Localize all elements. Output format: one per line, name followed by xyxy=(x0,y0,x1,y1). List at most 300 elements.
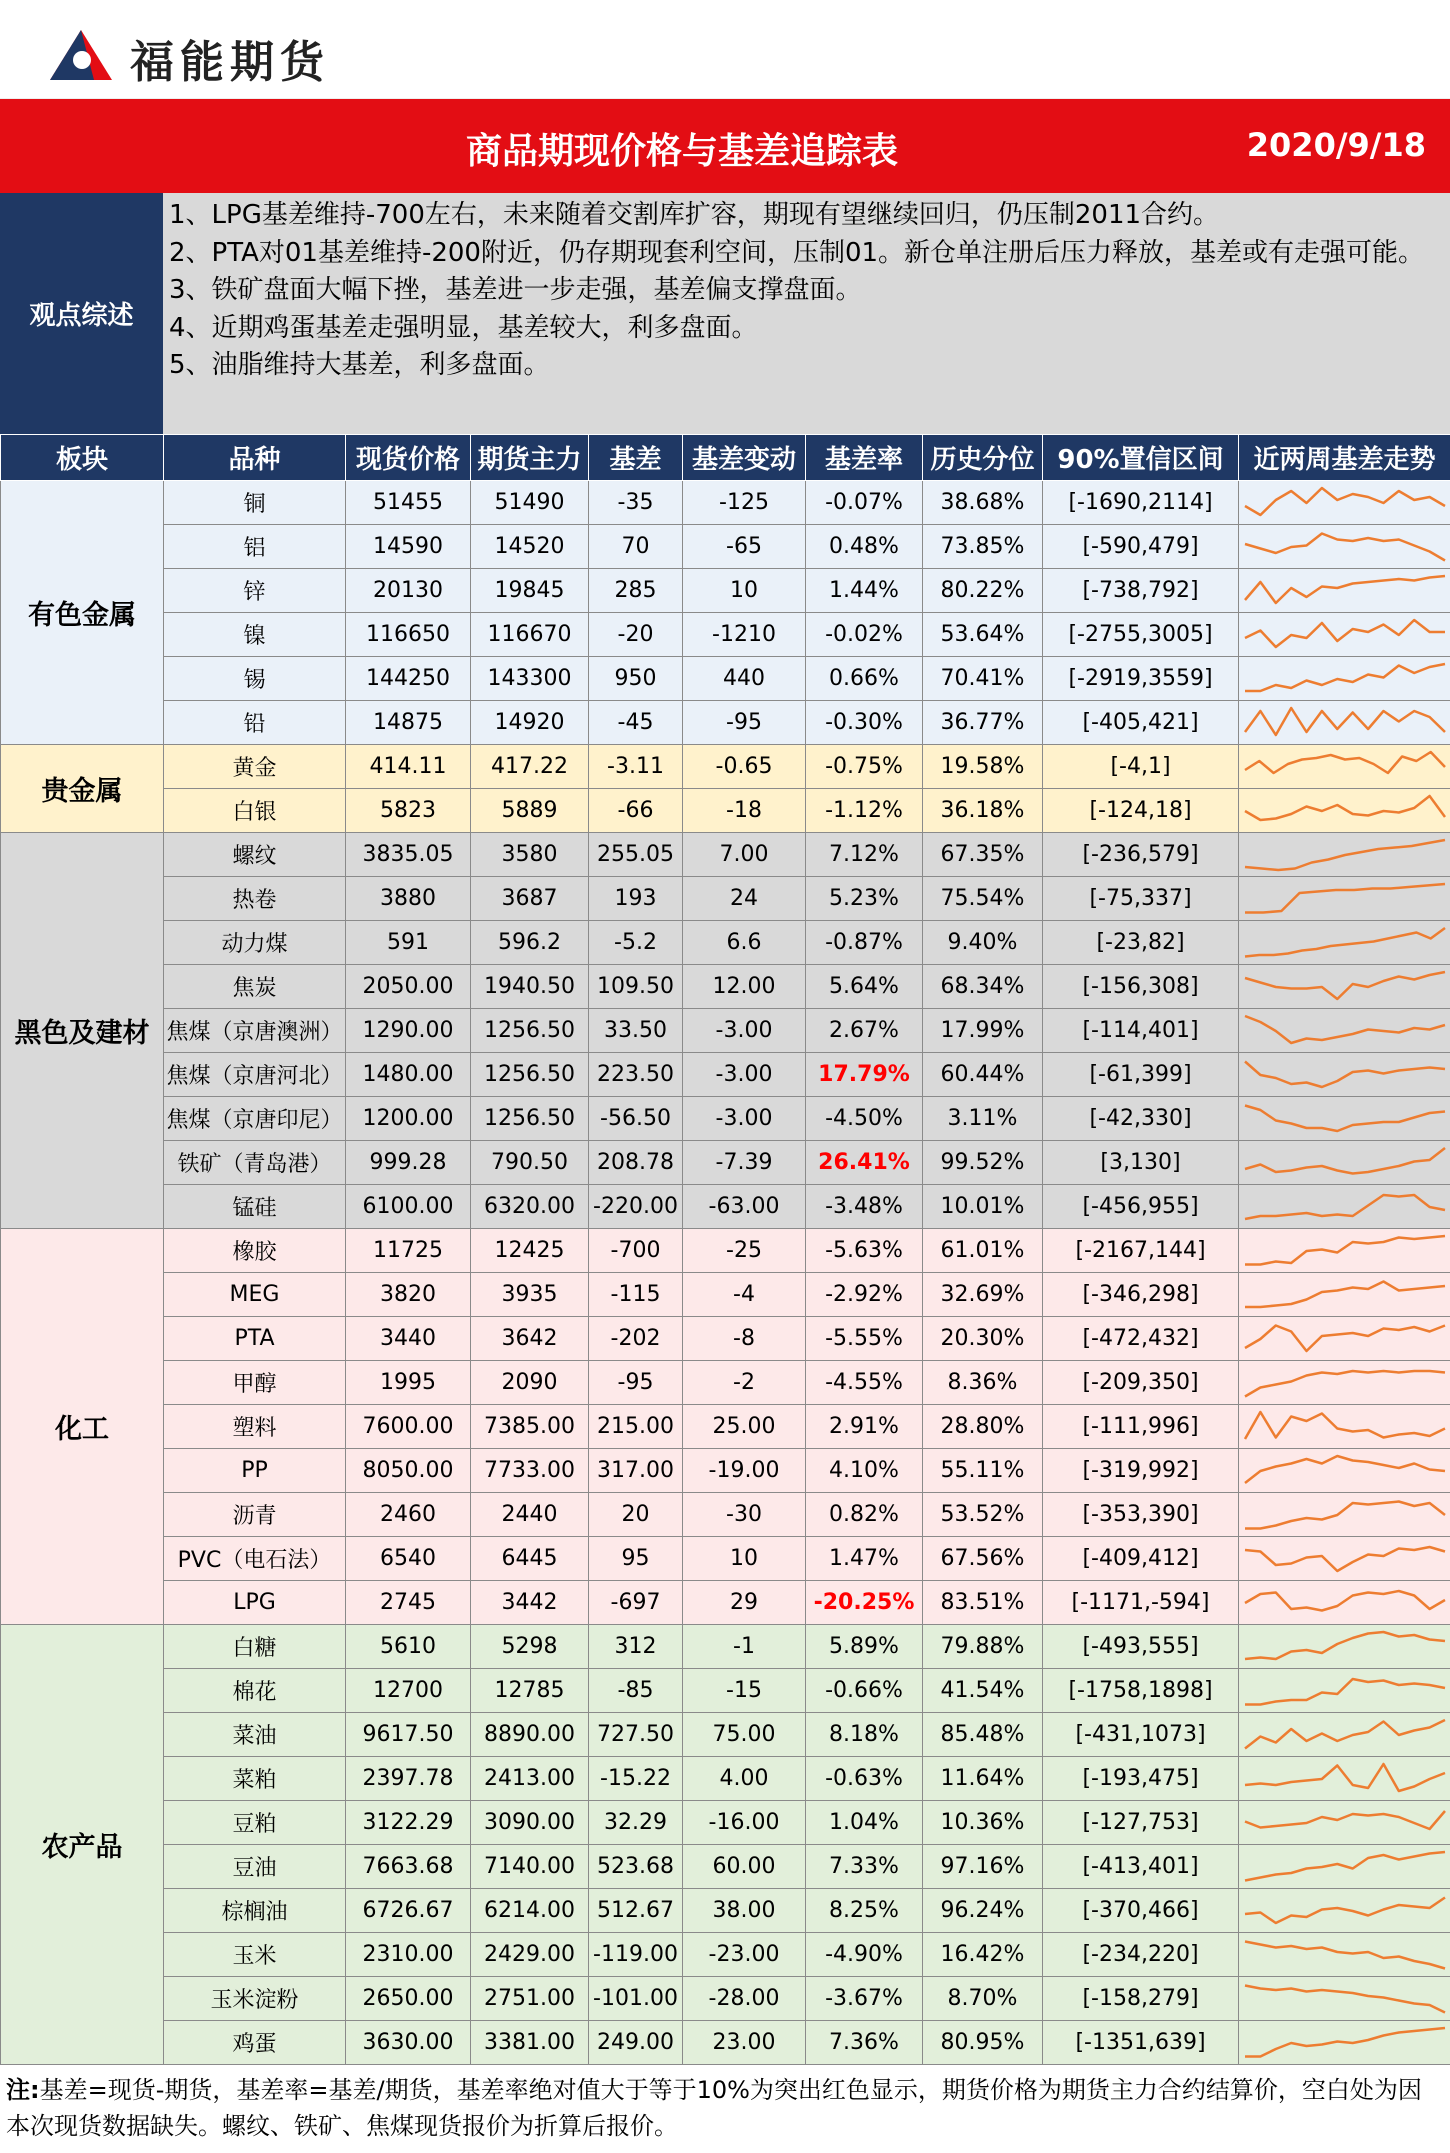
spot-price-cell: 8050.00 xyxy=(346,1449,471,1493)
basis-trend-sparkline xyxy=(1239,1889,1450,1933)
basis-cell: 109.50 xyxy=(589,965,683,1009)
futures-price-cell: 3090.00 xyxy=(471,1801,589,1845)
sector-cell: 农产品 xyxy=(1,1625,164,2065)
basis-cell: -56.50 xyxy=(589,1097,683,1141)
table-row xyxy=(1,1449,1450,1493)
sparkline-series xyxy=(1245,752,1445,773)
table-row xyxy=(1,789,1450,833)
table-row xyxy=(1,1581,1450,1625)
spot-price-cell: 2650.00 xyxy=(346,1977,471,2021)
sparkline-series xyxy=(1245,928,1445,957)
table-row xyxy=(1,613,1450,657)
product-cell: 热卷 xyxy=(164,877,346,921)
confidence-interval-cell: [-1690,2114] xyxy=(1043,481,1239,525)
col-header: 历史分位 xyxy=(923,435,1043,481)
percentile-cell: 99.52% xyxy=(923,1141,1043,1185)
table-row xyxy=(1,1053,1450,1097)
col-header: 基差率 xyxy=(806,435,923,481)
basis-change-cell: -25 xyxy=(683,1229,806,1273)
summary-text xyxy=(163,193,1450,434)
table-row xyxy=(1,481,1450,525)
confidence-interval-cell: [-1171,-594] xyxy=(1043,1581,1239,1625)
basis-rate-cell: 5.23% xyxy=(806,877,923,921)
basis-trend-sparkline xyxy=(1239,1405,1450,1449)
futures-price-cell: 12785 xyxy=(471,1669,589,1713)
table-row xyxy=(1,1933,1450,1977)
confidence-interval-cell: [-61,399] xyxy=(1043,1053,1239,1097)
confidence-interval-cell: [-405,421] xyxy=(1043,701,1239,745)
futures-price-cell: 2090 xyxy=(471,1361,589,1405)
basis-rate-cell: -1.12% xyxy=(806,789,923,833)
col-header: 基差 xyxy=(589,435,683,481)
product-cell: 锰硅 xyxy=(164,1185,346,1229)
percentile-cell: 28.80% xyxy=(923,1405,1043,1449)
sparkline-series xyxy=(1245,1501,1445,1528)
sparkline-series xyxy=(1245,1897,1445,1923)
basis-change-cell: 23.00 xyxy=(683,2021,806,2065)
sparkline-series xyxy=(1245,533,1445,560)
spot-price-cell: 591 xyxy=(346,921,471,965)
sparkline-series xyxy=(1245,1371,1445,1397)
basis-trend-sparkline xyxy=(1239,833,1450,877)
basis-trend-sparkline xyxy=(1239,1537,1450,1581)
percentile-cell: 55.11% xyxy=(923,1449,1043,1493)
futures-price-cell: 51490 xyxy=(471,481,589,525)
table-row xyxy=(1,1801,1450,1845)
sector-cell: 贵金属 xyxy=(1,745,164,833)
basis-rate-cell: 4.10% xyxy=(806,1449,923,1493)
basis-change-cell: -18 xyxy=(683,789,806,833)
basis-trend-sparkline xyxy=(1239,745,1450,789)
futures-price-cell: 1256.50 xyxy=(471,1009,589,1053)
basis-change-cell: -8 xyxy=(683,1317,806,1361)
confidence-interval-cell: [-42,330] xyxy=(1043,1097,1239,1141)
basis-change-cell: 38.00 xyxy=(683,1889,806,1933)
table-row xyxy=(1,1009,1450,1053)
basis-change-cell: -0.65 xyxy=(683,745,806,789)
basis-trend-sparkline xyxy=(1239,1053,1450,1097)
futures-price-cell: 116670 xyxy=(471,613,589,657)
spot-price-cell: 3880 xyxy=(346,877,471,921)
basis-cell: -697 xyxy=(589,1581,683,1625)
basis-rate-cell: 0.82% xyxy=(806,1493,923,1537)
table-row xyxy=(1,1669,1450,1713)
basis-trend-sparkline xyxy=(1239,1449,1450,1493)
basis-rate-cell: 1.44% xyxy=(806,569,923,613)
table-row xyxy=(1,1273,1450,1317)
spot-price-cell: 116650 xyxy=(346,613,471,657)
confidence-interval-cell: [-234,220] xyxy=(1043,1933,1239,1977)
basis-rate-cell: -4.55% xyxy=(806,1361,923,1405)
basis-trend-sparkline xyxy=(1239,1273,1450,1317)
basis-trend-sparkline xyxy=(1239,1581,1450,1625)
futures-price-cell: 2413.00 xyxy=(471,1757,589,1801)
futures-price-cell: 2429.00 xyxy=(471,1933,589,1977)
futures-price-cell: 3935 xyxy=(471,1273,589,1317)
spot-price-cell: 14590 xyxy=(346,525,471,569)
basis-change-cell: 4.00 xyxy=(683,1757,806,1801)
futures-price-cell: 7140.00 xyxy=(471,1845,589,1889)
futures-price-cell: 7733.00 xyxy=(471,1449,589,1493)
futures-price-cell: 1256.50 xyxy=(471,1097,589,1141)
percentile-cell: 11.64% xyxy=(923,1757,1043,1801)
percentile-cell: 68.34% xyxy=(923,965,1043,1009)
percentile-cell: 32.69% xyxy=(923,1273,1043,1317)
product-cell: 铁矿（青岛港） xyxy=(164,1141,346,1185)
basis-trend-sparkline xyxy=(1239,1185,1450,1229)
spot-price-cell: 11725 xyxy=(346,1229,471,1273)
basis-trend-sparkline xyxy=(1239,2021,1450,2065)
col-header: 现货价格 xyxy=(346,435,471,481)
basis-change-cell: -3.00 xyxy=(683,1009,806,1053)
sparkline-series xyxy=(1245,2028,1445,2057)
summary-line: 1、LPG基差维持-700左右，未来随着交割库扩容，期现有望继续回归，仍压制2011合约。 xyxy=(169,200,1220,230)
basis-rate-cell: 5.89% xyxy=(806,1625,923,1669)
basis-cell: 70 xyxy=(589,525,683,569)
product-cell: MEG xyxy=(164,1273,346,1317)
spot-price-cell: 7663.68 xyxy=(346,1845,471,1889)
basis-rate-cell: -4.50% xyxy=(806,1097,923,1141)
confidence-interval-cell: [-236,579] xyxy=(1043,833,1239,877)
table-row xyxy=(1,1405,1450,1449)
percentile-cell: 60.44% xyxy=(923,1053,1043,1097)
product-cell: 白银 xyxy=(164,789,346,833)
basis-change-cell: 75.00 xyxy=(683,1713,806,1757)
basis-cell: 249.00 xyxy=(589,2021,683,2065)
basis-rate-cell: -20.25% xyxy=(806,1581,923,1625)
futures-price-cell: 3580 xyxy=(471,833,589,877)
percentile-cell: 96.24% xyxy=(923,1889,1043,1933)
confidence-interval-cell: [-456,955] xyxy=(1043,1185,1239,1229)
basis-change-cell: -65 xyxy=(683,525,806,569)
sparkline-series xyxy=(1245,1456,1445,1483)
summary-line: 3、铁矿盘面大幅下挫，基差进一步走强，基差偏支撑盘面。 xyxy=(169,275,862,305)
product-cell: 镍 xyxy=(164,613,346,657)
basis-change-cell: -2 xyxy=(683,1361,806,1405)
futures-price-cell: 417.22 xyxy=(471,745,589,789)
product-cell: 铅 xyxy=(164,701,346,745)
product-cell: 锡 xyxy=(164,657,346,701)
basis-table xyxy=(0,434,1450,2065)
basis-rate-cell: -2.92% xyxy=(806,1273,923,1317)
summary-line: 5、油脂维持大基差，利多盘面。 xyxy=(169,350,550,380)
spot-price-cell: 3835.05 xyxy=(346,833,471,877)
basis-change-cell: 25.00 xyxy=(683,1405,806,1449)
footnote xyxy=(0,2066,1450,2153)
basis-change-cell: 10 xyxy=(683,569,806,613)
col-header: 期货主力 xyxy=(471,435,589,481)
basis-change-cell: 12.00 xyxy=(683,965,806,1009)
basis-rate-cell: -0.66% xyxy=(806,1669,923,1713)
basis-cell: -66 xyxy=(589,789,683,833)
confidence-interval-cell: [-370,466] xyxy=(1043,1889,1239,1933)
footnote-text: 基差=现货-期货，基差率=基差/期货，基差率绝对值大于等于10%为突出红色显示，期货价格为期货主力合约结算价，空白处为因本次现货数据缺失。螺纹、铁矿、焦煤现货报价为折算后报价。 xyxy=(6,2076,1422,2140)
basis-rate-cell: -4.90% xyxy=(806,1933,923,1977)
basis-change-cell: -3.00 xyxy=(683,1053,806,1097)
confidence-interval-cell: [-127,753] xyxy=(1043,1801,1239,1845)
basis-trend-sparkline xyxy=(1239,1933,1450,1977)
confidence-interval-cell: [-431,1073] xyxy=(1043,1713,1239,1757)
sparkline-series xyxy=(1245,576,1445,603)
percentile-cell: 53.52% xyxy=(923,1493,1043,1537)
confidence-interval-cell: [-2755,3005] xyxy=(1043,613,1239,657)
summary-line: 4、近期鸡蛋基差走强明显，基差较大，利多盘面。 xyxy=(169,312,758,343)
table-row xyxy=(1,569,1450,613)
sparkline-series xyxy=(1245,1061,1445,1087)
basis-change-cell: -1 xyxy=(683,1625,806,1669)
futures-price-cell: 6320.00 xyxy=(471,1185,589,1229)
basis-rate-cell: -0.75% xyxy=(806,745,923,789)
basis-cell: 727.50 xyxy=(589,1713,683,1757)
product-cell: 塑料 xyxy=(164,1405,346,1449)
table-row xyxy=(1,657,1450,701)
basis-cell: -45 xyxy=(589,701,683,745)
futures-price-cell: 19845 xyxy=(471,569,589,613)
futures-price-cell: 8890.00 xyxy=(471,1713,589,1757)
product-cell: 橡胶 xyxy=(164,1229,346,1273)
confidence-interval-cell: [-209,350] xyxy=(1043,1361,1239,1405)
product-cell: 动力煤 xyxy=(164,921,346,965)
table-row xyxy=(1,877,1450,921)
spot-price-cell: 14875 xyxy=(346,701,471,745)
confidence-interval-cell: [-353,390] xyxy=(1043,1493,1239,1537)
percentile-cell: 8.70% xyxy=(923,1977,1043,2021)
spot-price-cell: 144250 xyxy=(346,657,471,701)
basis-trend-sparkline xyxy=(1239,921,1450,965)
percentile-cell: 67.35% xyxy=(923,833,1043,877)
table-row xyxy=(1,2021,1450,2065)
percentile-cell: 10.36% xyxy=(923,1801,1043,1845)
table-row xyxy=(1,701,1450,745)
percentile-cell: 61.01% xyxy=(923,1229,1043,1273)
spot-price-cell: 6540 xyxy=(346,1537,471,1581)
basis-cell: -35 xyxy=(589,481,683,525)
basis-trend-sparkline xyxy=(1239,1977,1450,2021)
sparkline-series xyxy=(1245,1016,1445,1043)
futures-price-cell: 2440 xyxy=(471,1493,589,1537)
basis-rate-cell: 5.64% xyxy=(806,965,923,1009)
product-cell: 焦煤（京唐印尼） xyxy=(164,1097,346,1141)
basis-trend-sparkline xyxy=(1239,877,1450,921)
sparkline-series xyxy=(1245,1764,1445,1791)
futures-price-cell: 3381.00 xyxy=(471,2021,589,2065)
basis-change-cell: -30 xyxy=(683,1493,806,1537)
sparkline-series xyxy=(1245,1325,1445,1351)
product-cell: 棕榈油 xyxy=(164,1889,346,1933)
basis-cell: 32.29 xyxy=(589,1801,683,1845)
percentile-cell: 20.30% xyxy=(923,1317,1043,1361)
table-row xyxy=(1,525,1450,569)
table-row xyxy=(1,1229,1450,1273)
futures-price-cell: 12425 xyxy=(471,1229,589,1273)
spot-price-cell: 2745 xyxy=(346,1581,471,1625)
sector-cell: 有色金属 xyxy=(1,481,164,745)
confidence-interval-cell: [-493,555] xyxy=(1043,1625,1239,1669)
table-row xyxy=(1,1317,1450,1361)
basis-cell: -95 xyxy=(589,1361,683,1405)
basis-trend-sparkline xyxy=(1239,1669,1450,1713)
basis-cell: 312 xyxy=(589,1625,683,1669)
basis-trend-sparkline xyxy=(1239,1493,1450,1537)
col-header: 品种 xyxy=(164,435,346,481)
basis-change-cell: -4 xyxy=(683,1273,806,1317)
sparkline-series xyxy=(1245,708,1445,735)
basis-cell: -15.22 xyxy=(589,1757,683,1801)
percentile-cell: 36.18% xyxy=(923,789,1043,833)
futures-price-cell: 6214.00 xyxy=(471,1889,589,1933)
basis-rate-cell: -0.07% xyxy=(806,481,923,525)
col-header: 90%置信区间 xyxy=(1043,435,1239,481)
sparkline-series xyxy=(1245,796,1445,820)
basis-change-cell: 60.00 xyxy=(683,1845,806,1889)
sparkline-series xyxy=(1245,1632,1445,1659)
basis-cell: 20 xyxy=(589,1493,683,1537)
sparkline-series xyxy=(1245,664,1445,691)
spot-price-cell: 2310.00 xyxy=(346,1933,471,1977)
percentile-cell: 8.36% xyxy=(923,1361,1043,1405)
product-cell: 焦炭 xyxy=(164,965,346,1009)
product-cell: 鸡蛋 xyxy=(164,2021,346,2065)
percentile-cell: 3.11% xyxy=(923,1097,1043,1141)
futures-price-cell: 3442 xyxy=(471,1581,589,1625)
confidence-interval-cell: [-319,992] xyxy=(1043,1449,1239,1493)
product-cell: 焦煤（京唐澳洲） xyxy=(164,1009,346,1053)
futures-price-cell: 1940.50 xyxy=(471,965,589,1009)
basis-rate-cell: 1.04% xyxy=(806,1801,923,1845)
confidence-interval-cell: [-4,1] xyxy=(1043,745,1239,789)
futures-price-cell: 14920 xyxy=(471,701,589,745)
company-logo-icon xyxy=(50,30,112,80)
table-row xyxy=(1,1625,1450,1669)
percentile-cell: 10.01% xyxy=(923,1185,1043,1229)
basis-rate-cell: -0.30% xyxy=(806,701,923,745)
spot-price-cell: 6100.00 xyxy=(346,1185,471,1229)
basis-trend-sparkline xyxy=(1239,1757,1450,1801)
basis-rate-cell: -5.55% xyxy=(806,1317,923,1361)
table-row xyxy=(1,833,1450,877)
percentile-cell: 19.58% xyxy=(923,745,1043,789)
sparkline-series xyxy=(1245,1412,1445,1439)
basis-rate-cell: 7.33% xyxy=(806,1845,923,1889)
product-cell: 白糖 xyxy=(164,1625,346,1669)
basis-trend-sparkline xyxy=(1239,1713,1450,1757)
spot-price-cell: 2397.78 xyxy=(346,1757,471,1801)
product-cell: 豆油 xyxy=(164,1845,346,1889)
sparkline-series xyxy=(1245,840,1445,870)
percentile-cell: 41.54% xyxy=(923,1669,1043,1713)
basis-cell: -20 xyxy=(589,613,683,657)
basis-rate-cell: 8.25% xyxy=(806,1889,923,1933)
product-cell: 菜油 xyxy=(164,1713,346,1757)
basis-change-cell: -16.00 xyxy=(683,1801,806,1845)
product-cell: 螺纹 xyxy=(164,833,346,877)
confidence-interval-cell: [-158,279] xyxy=(1043,1977,1239,2021)
basis-trend-sparkline xyxy=(1239,1625,1450,1669)
confidence-interval-cell: [3,130] xyxy=(1043,1141,1239,1185)
percentile-cell: 80.22% xyxy=(923,569,1043,613)
confidence-interval-cell: [-1351,639] xyxy=(1043,2021,1239,2065)
brand-header xyxy=(0,0,1450,99)
sparkline-series xyxy=(1245,1679,1445,1705)
product-cell: 玉米 xyxy=(164,1933,346,1977)
confidence-interval-cell: [-114,401] xyxy=(1043,1009,1239,1053)
basis-cell: 33.50 xyxy=(589,1009,683,1053)
basis-change-cell: 7.00 xyxy=(683,833,806,877)
table-row xyxy=(1,1537,1450,1581)
basis-change-cell: 10 xyxy=(683,1537,806,1581)
sparkline-series xyxy=(1245,1811,1445,1829)
percentile-cell: 79.88% xyxy=(923,1625,1043,1669)
confidence-interval-cell: [-193,475] xyxy=(1043,1757,1239,1801)
basis-cell: 512.67 xyxy=(589,1889,683,1933)
spot-price-cell: 3820 xyxy=(346,1273,471,1317)
percentile-cell: 80.95% xyxy=(923,2021,1043,2065)
percentile-cell: 9.40% xyxy=(923,921,1043,965)
col-header: 基差变动 xyxy=(683,435,806,481)
spot-price-cell: 6726.67 xyxy=(346,1889,471,1933)
basis-trend-sparkline xyxy=(1239,657,1450,701)
basis-cell: -700 xyxy=(589,1229,683,1273)
basis-rate-cell: 17.79% xyxy=(806,1053,923,1097)
basis-rate-cell: -0.63% xyxy=(806,1757,923,1801)
spot-price-cell: 20130 xyxy=(346,569,471,613)
percentile-cell: 38.68% xyxy=(923,481,1043,525)
sparkline-series xyxy=(1245,1985,1445,2012)
table-row xyxy=(1,921,1450,965)
basis-trend-sparkline xyxy=(1239,1141,1450,1185)
product-cell: LPG xyxy=(164,1581,346,1625)
confidence-interval-cell: [-1758,1898] xyxy=(1043,1669,1239,1713)
col-header: 近两周基差走势 xyxy=(1239,435,1450,481)
sparkline-series xyxy=(1245,1852,1445,1881)
futures-price-cell: 1256.50 xyxy=(471,1053,589,1097)
confidence-interval-cell: [-409,412] xyxy=(1043,1537,1239,1581)
confidence-interval-cell: [-346,298] xyxy=(1043,1273,1239,1317)
table-row xyxy=(1,745,1450,789)
basis-rate-cell: 2.67% xyxy=(806,1009,923,1053)
futures-price-cell: 143300 xyxy=(471,657,589,701)
basis-cell: -85 xyxy=(589,1669,683,1713)
basis-trend-sparkline xyxy=(1239,1801,1450,1845)
product-cell: 铜 xyxy=(164,481,346,525)
product-cell: PVC（电石法） xyxy=(164,1537,346,1581)
basis-change-cell: -19.00 xyxy=(683,1449,806,1493)
basis-trend-sparkline xyxy=(1239,1009,1450,1053)
futures-price-cell: 790.50 xyxy=(471,1141,589,1185)
percentile-cell: 73.85% xyxy=(923,525,1043,569)
basis-cell: -202 xyxy=(589,1317,683,1361)
confidence-interval-cell: [-738,792] xyxy=(1043,569,1239,613)
product-cell: 甲醇 xyxy=(164,1361,346,1405)
confidence-interval-cell: [-590,479] xyxy=(1043,525,1239,569)
basis-rate-cell: 0.48% xyxy=(806,525,923,569)
basis-cell: 208.78 xyxy=(589,1141,683,1185)
basis-change-cell: -23.00 xyxy=(683,1933,806,1977)
spot-price-cell: 3122.29 xyxy=(346,1801,471,1845)
spot-price-cell: 2050.00 xyxy=(346,965,471,1009)
basis-change-cell: -15 xyxy=(683,1669,806,1713)
table-row xyxy=(1,1757,1450,1801)
basis-cell: 523.68 xyxy=(589,1845,683,1889)
sparkline-series xyxy=(1245,488,1445,515)
basis-cell: 193 xyxy=(589,877,683,921)
futures-price-cell: 3687 xyxy=(471,877,589,921)
basis-change-cell: -95 xyxy=(683,701,806,745)
basis-cell: -220.00 xyxy=(589,1185,683,1229)
summary-label: 观点综述 xyxy=(0,193,163,434)
table-row xyxy=(1,1493,1450,1537)
summary-line: 2、PTA对01基差维持-200附近，仍存期现套利空间，压制01。新仓单注册后压力释放，基差或有走强可能。 xyxy=(169,237,1425,268)
